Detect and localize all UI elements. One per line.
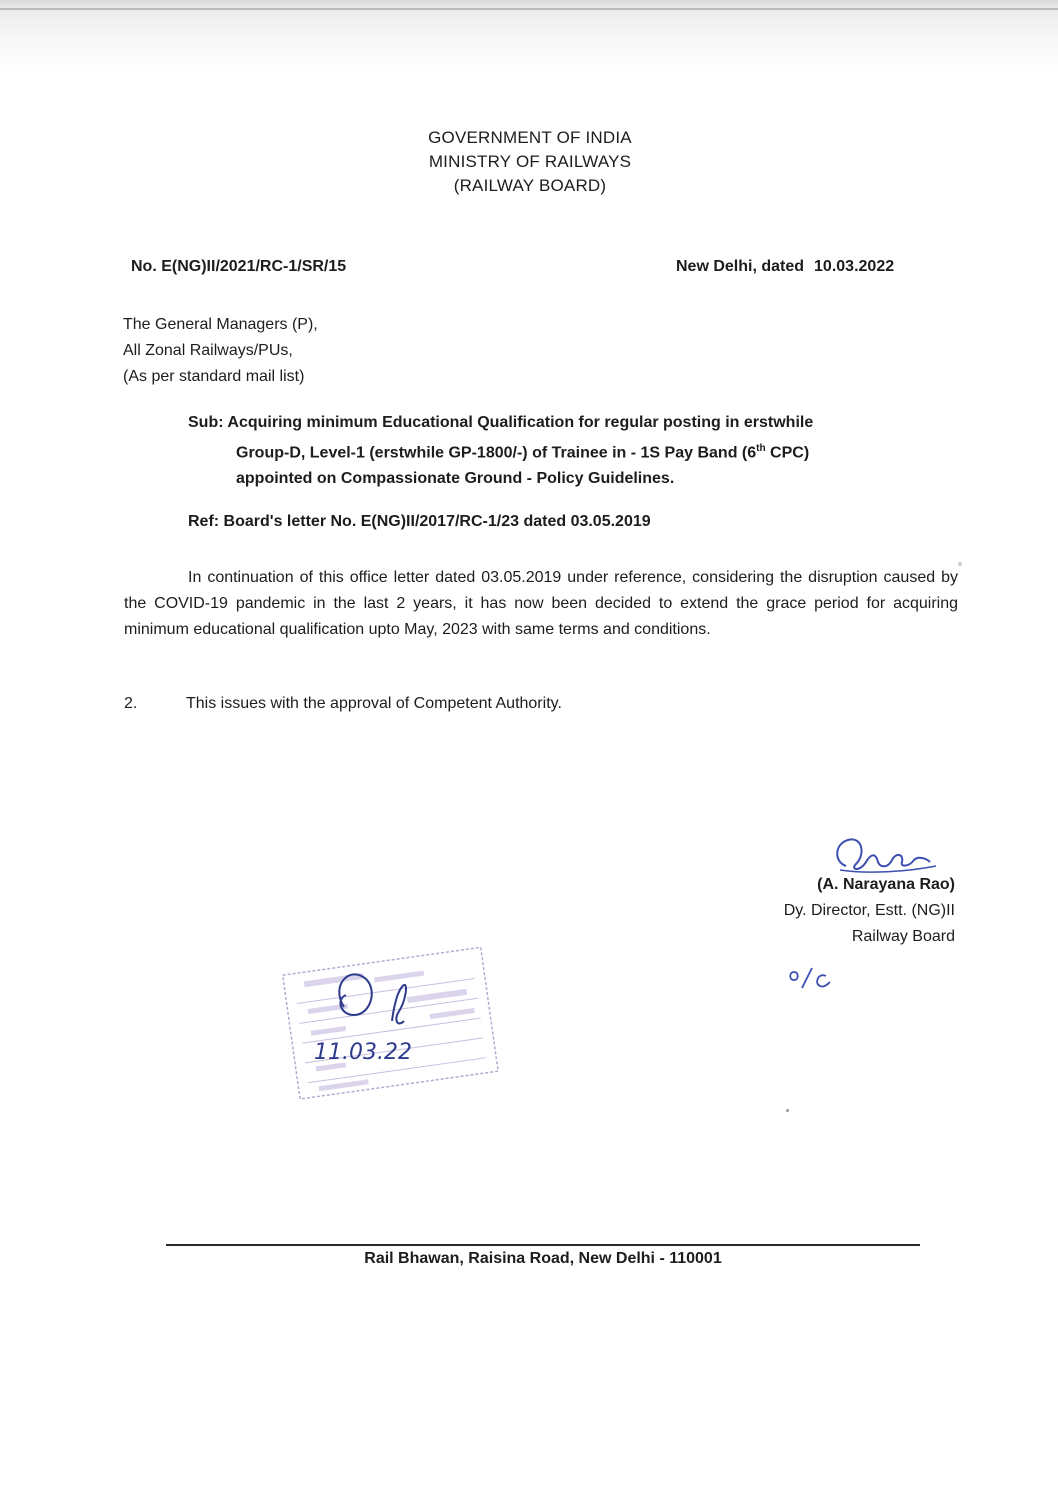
footer-rule (166, 1244, 920, 1246)
subject-block (188, 410, 958, 492)
signatory-name: (A. Narayana Rao) (817, 876, 955, 893)
handwritten-oc-note (786, 962, 836, 994)
scan-edge-line (0, 8, 1058, 10)
footer-address: Rail Bhawan, Raisina Road, New Delhi - 110001 (364, 1250, 722, 1267)
point-2 (124, 695, 562, 713)
letterhead-government: GOVERNMENT OF INDIA (428, 128, 632, 147)
scan-shadow (0, 0, 1058, 70)
subject-line-1: Acquiring minimum Educational Qualification for regular posting in erstwhile (227, 414, 814, 431)
addressee-line-2: All Zonal Railways/PUs, (123, 342, 293, 359)
letter-date-line (676, 258, 894, 276)
subject-line-3: appointed on Compassionate Ground - Policy Guidelines. (236, 470, 675, 488)
subject-prefix: Sub: (188, 414, 224, 431)
letter-date: 10.03.2022 (814, 258, 895, 275)
received-stamp-icon (280, 935, 510, 1105)
scan-speck (958, 562, 962, 566)
place-label: New Delhi, dated (676, 258, 805, 275)
addressee-line-3: (As per standard mail list) (123, 368, 305, 385)
point-2-number: 2. (124, 695, 138, 712)
addressee-line-1: The General Managers (P), (123, 316, 318, 333)
subject-line-2a: Group-D, Level-1 (erstwhile GP-1800/-) of Trainee in - 1S Pay Band (6 (236, 444, 757, 462)
body-paragraph: In continuation of this office letter dated 03.05.2019 under reference, considering the disruption caused by the COVID-19 pandemic in the last 2 years, it has now been decided to extend the grace period for acquiring minimum educational qualification upto May, 2023 with same terms and conditions. (124, 569, 958, 638)
signatory-designation: Dy. Director, Estt. (NG)II (783, 902, 955, 919)
point-2-text: This issues with the approval of Competent Authority. (186, 695, 562, 712)
reference-letter: Ref: Board's letter No. E(NG)II/2017/RC-1/23 dated 03.05.2019 (188, 513, 651, 530)
stamp-date: 11.03.22 (314, 1040, 412, 1065)
letter-number: No. E(NG)II/2021/RC-1/SR/15 (131, 258, 347, 275)
scan-speck (786, 1109, 789, 1112)
addressee-block (123, 312, 318, 390)
subject-superscript: th (756, 443, 766, 454)
signatory-block (700, 872, 955, 950)
letterhead-ministry: MINISTRY OF RAILWAYS (428, 152, 632, 171)
signatory-office: Railway Board (851, 928, 955, 945)
subject-line-2b: CPC) (765, 444, 810, 462)
letterhead (380, 126, 680, 198)
letterhead-board: (RAILWAY BOARD) (453, 176, 607, 195)
